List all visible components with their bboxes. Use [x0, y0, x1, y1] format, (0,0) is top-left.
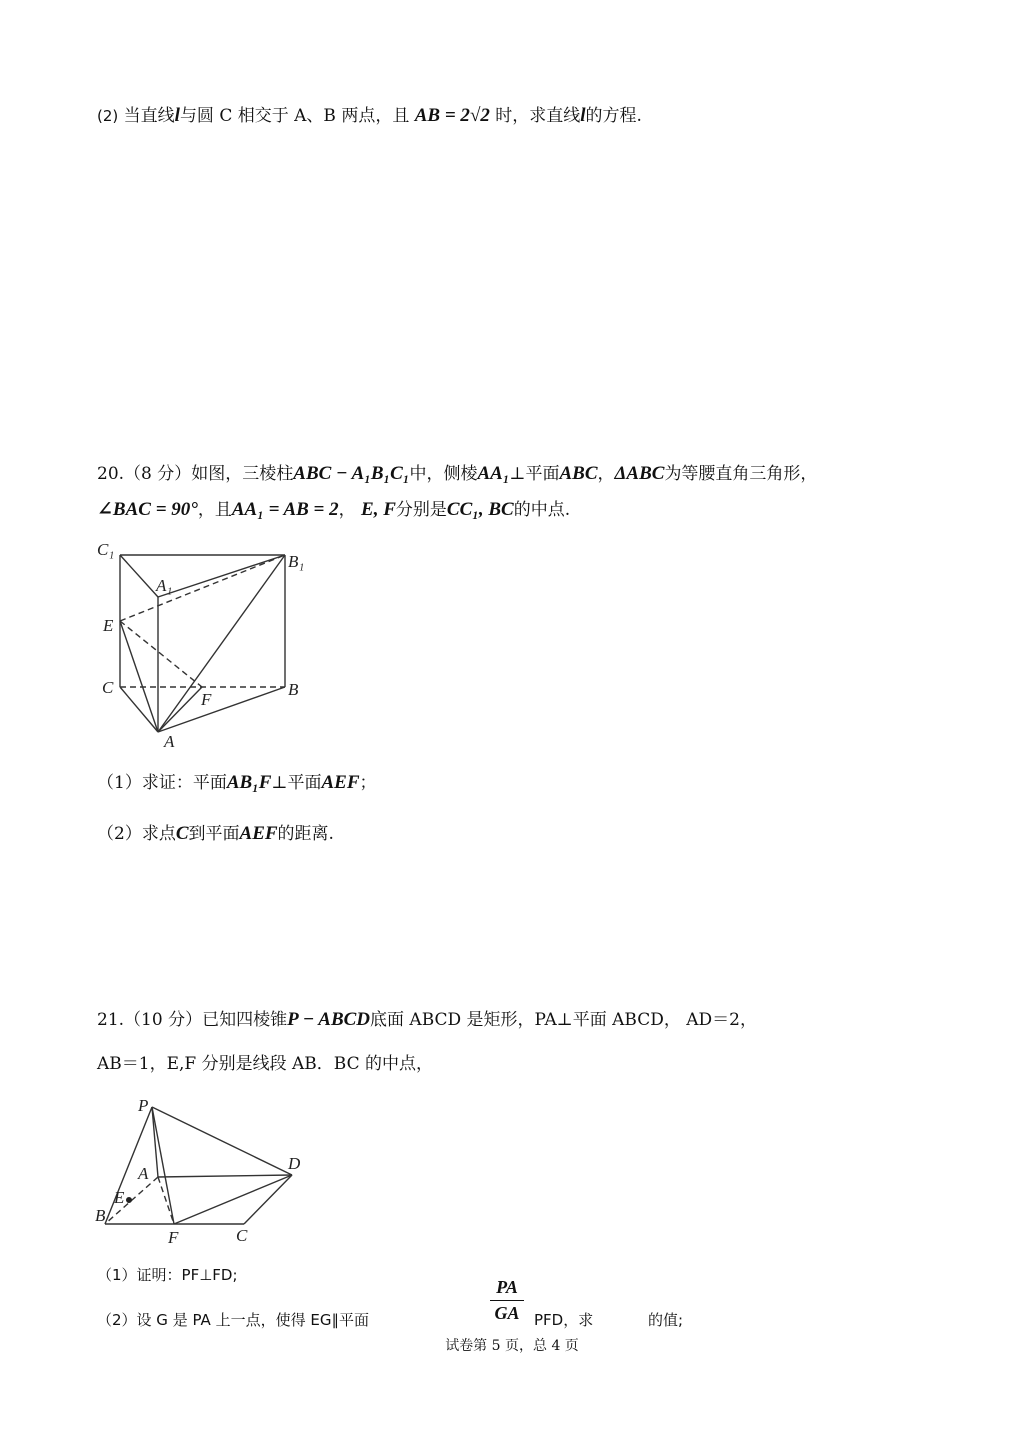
edge-p-d: [152, 1107, 292, 1175]
q20-line-1: [97, 462, 817, 486]
q20-part1: [97, 771, 377, 795]
segment-e-b1: [120, 555, 285, 621]
fraction-bar: [490, 1300, 524, 1301]
q19-ab-expression: AB = 2√2: [414, 105, 490, 126]
q20-p2-mid: 到平面: [188, 824, 240, 844]
label-p: P: [138, 1096, 149, 1115]
q19-text-1: 当直线: [123, 106, 175, 126]
segment-e-f: [120, 621, 202, 687]
q21-text-2: AB＝1，E,F 分别是线段 AB．BC 的中点，: [97, 1054, 433, 1074]
segment-e-a: [120, 621, 158, 732]
fraction-numerator: PA: [496, 1277, 518, 1297]
label-c: C: [102, 678, 114, 697]
fraction-denominator: GA: [494, 1303, 520, 1323]
edge-c-a: [120, 687, 158, 732]
segment-a-b1: [158, 555, 285, 732]
fraction-pa-over-ga: [490, 1277, 524, 1324]
label-a: A: [164, 732, 175, 750]
q20-p2-end: 的距离.: [277, 824, 334, 844]
q20-p2-point-c: C: [175, 823, 189, 844]
q19-text-2: 与圆 C 相交于 A、B 两点，且: [179, 106, 410, 126]
q20-segments: CC₁, BC: [446, 499, 514, 520]
q20-p1-end: ；: [359, 773, 377, 793]
q20-angle: ∠BAC = 90°: [97, 499, 198, 520]
q21-part2-a: （2）设 G 是 PA 上一点，使得 EG∥平面: [97, 1311, 369, 1329]
q19-line-l-1: l: [174, 105, 180, 126]
q20-part2: [97, 822, 334, 846]
label-b: B: [95, 1206, 106, 1225]
q20-equal-lengths: AA₁ = AB = 2: [231, 499, 339, 520]
q21-pyramid: P − ABCD: [287, 1009, 371, 1030]
label-e: E: [103, 616, 114, 635]
q20-text-1: 中，侧棱: [409, 464, 478, 484]
label-d: D: [288, 1154, 301, 1173]
label-f: F: [168, 1228, 179, 1247]
edge-c1-a1: [120, 555, 158, 597]
edge-d-c: [244, 1175, 292, 1224]
q21-heading: 21.（10 分）已知四棱锥: [97, 1010, 288, 1030]
q20-p1-plane-aef: AEF: [321, 772, 360, 793]
edge-a-d: [158, 1175, 292, 1177]
edge-a-b: [158, 687, 285, 732]
q20-line-2: [97, 498, 570, 522]
prism-figure: [90, 535, 320, 750]
label-b: B: [288, 680, 299, 699]
q20-prism: ABC − A₁B₁C₁: [293, 463, 410, 484]
q20-text-5: ，且: [197, 500, 232, 520]
q20-plane-abc: ABC: [559, 463, 598, 484]
label-a1: A₁: [156, 576, 173, 595]
q20-p1-plane-ab1f: AB₁F: [226, 772, 272, 793]
q20-triangle: ΔABC: [614, 463, 665, 484]
q20-text-8: 的中点.: [513, 500, 571, 520]
q20-text-6: ，: [338, 500, 356, 520]
point-e-dot: [126, 1197, 132, 1203]
label-c1: C₁: [97, 540, 115, 559]
q21-line-1: [97, 1008, 757, 1032]
edge-p-f: [152, 1107, 174, 1224]
q19-part2-line: [97, 104, 642, 128]
q20-p2-pre: （2）求点: [97, 824, 176, 844]
segment-a-f: [158, 687, 202, 732]
q21-part2-b: PFD，求: [534, 1311, 594, 1329]
q20-text-7: 分别是: [395, 500, 447, 520]
q21-part2-c: 的值;: [648, 1311, 684, 1329]
q20-p1-pre: （1）求证：平面: [97, 773, 227, 793]
page-footer: 试卷第 5 页，总 4 页: [445, 1338, 579, 1354]
edge-p-a: [152, 1107, 158, 1177]
q21-part1: （1）证明：PF⊥FD;: [97, 1266, 238, 1284]
q19-line-l-2: l: [580, 105, 586, 126]
q20-text-2: ⊥平面: [509, 464, 560, 484]
label-c: C: [236, 1226, 248, 1245]
q19-part2-number: (2): [97, 107, 119, 125]
q20-text-3: ，: [597, 464, 615, 484]
q20-p2-plane-aef: AEF: [239, 823, 278, 844]
label-b1: B₁: [288, 552, 305, 571]
edge-f-d: [174, 1175, 292, 1224]
q20-p1-mid: ⊥平面: [271, 773, 322, 793]
label-e: E: [114, 1188, 125, 1207]
q21-text-1: 底面 ABCD 是矩形，PA⊥平面 ABCD， AD＝2，: [370, 1010, 757, 1030]
edge-a1-b1: [158, 555, 285, 597]
label-a: A: [138, 1164, 149, 1183]
q19-text-4: 的方程.: [585, 106, 642, 126]
pyramid-figure: [92, 1093, 322, 1253]
q20-aa1: AA₁: [477, 463, 510, 484]
q19-text-3: 时，求直线: [495, 106, 581, 126]
label-f: F: [201, 690, 212, 709]
q20-text-4: 为等腰直角三角形，: [664, 464, 818, 484]
q20-heading: 20.（8 分）如图，三棱柱: [97, 464, 294, 484]
q21-line-2: [97, 1052, 433, 1076]
q20-points-ef: E, F: [361, 499, 396, 520]
